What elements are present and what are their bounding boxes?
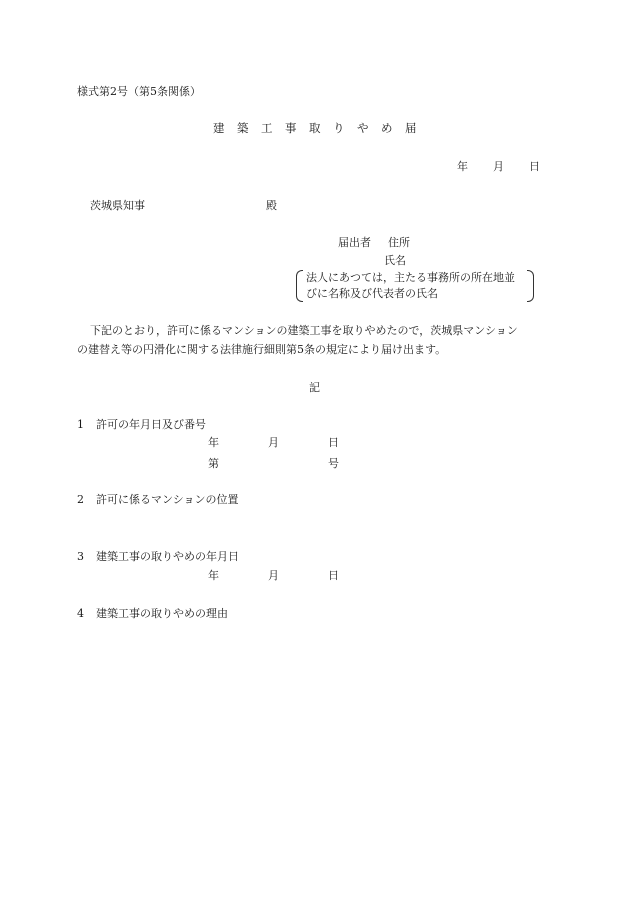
item-3-day-unit: 日 xyxy=(328,569,339,582)
item-1-month-unit: 月 xyxy=(268,436,279,449)
honorific: 殿 xyxy=(266,199,277,212)
item-1-label: 許可の年月日及び番号 xyxy=(96,418,206,431)
name-label: 氏名 xyxy=(384,254,406,267)
item-3-year-unit: 年 xyxy=(208,569,219,582)
item-1-year-unit: 年 xyxy=(208,436,219,449)
item-2-label: 許可に係るマンションの位置 xyxy=(96,493,239,506)
applicant-label: 届出者 xyxy=(338,236,371,249)
corporate-note xyxy=(296,269,534,302)
item-4-number: 4 xyxy=(77,607,84,620)
item-1-number-suffix: 号 xyxy=(328,457,339,470)
item-3-month-unit: 月 xyxy=(268,569,279,582)
item-3-number: 3 xyxy=(77,550,84,563)
address-label: 住所 xyxy=(388,236,410,249)
ki-heading: 記 xyxy=(309,381,320,394)
right-brace xyxy=(527,270,534,302)
page-title: 建築工事取りやめ届 xyxy=(213,121,429,135)
item-1-number-prefix: 第 xyxy=(208,457,219,470)
body-text-line1: 下記のとおり，許可に係るマンションの建築工事を取りやめたので，茨城県マンション xyxy=(90,324,518,337)
date-day-unit: 日 xyxy=(529,160,540,173)
corporate-note-line2: びに名称及び代表者の氏名 xyxy=(306,287,438,300)
item-1-day-unit: 日 xyxy=(328,436,339,449)
date-month-unit: 月 xyxy=(493,160,504,173)
date-year-unit: 年 xyxy=(457,160,468,173)
item-4-label: 建築工事の取りやめの理由 xyxy=(96,607,228,620)
item-3-label: 建築工事の取りやめの年月日 xyxy=(96,550,239,563)
form-number: 様式第2号（第5条関係） xyxy=(77,85,201,98)
corporate-note-line1: 法人にあつては，主たる事務所の所在地並 xyxy=(306,271,515,284)
item-1-number: 1 xyxy=(77,418,84,431)
left-brace xyxy=(296,270,303,302)
item-2-number: 2 xyxy=(77,493,84,506)
addressee: 茨城県知事 xyxy=(90,199,145,212)
body-text-line2: の建替え等の円滑化に関する法律施行細則第5条の規定により届け出ます。 xyxy=(77,343,447,356)
